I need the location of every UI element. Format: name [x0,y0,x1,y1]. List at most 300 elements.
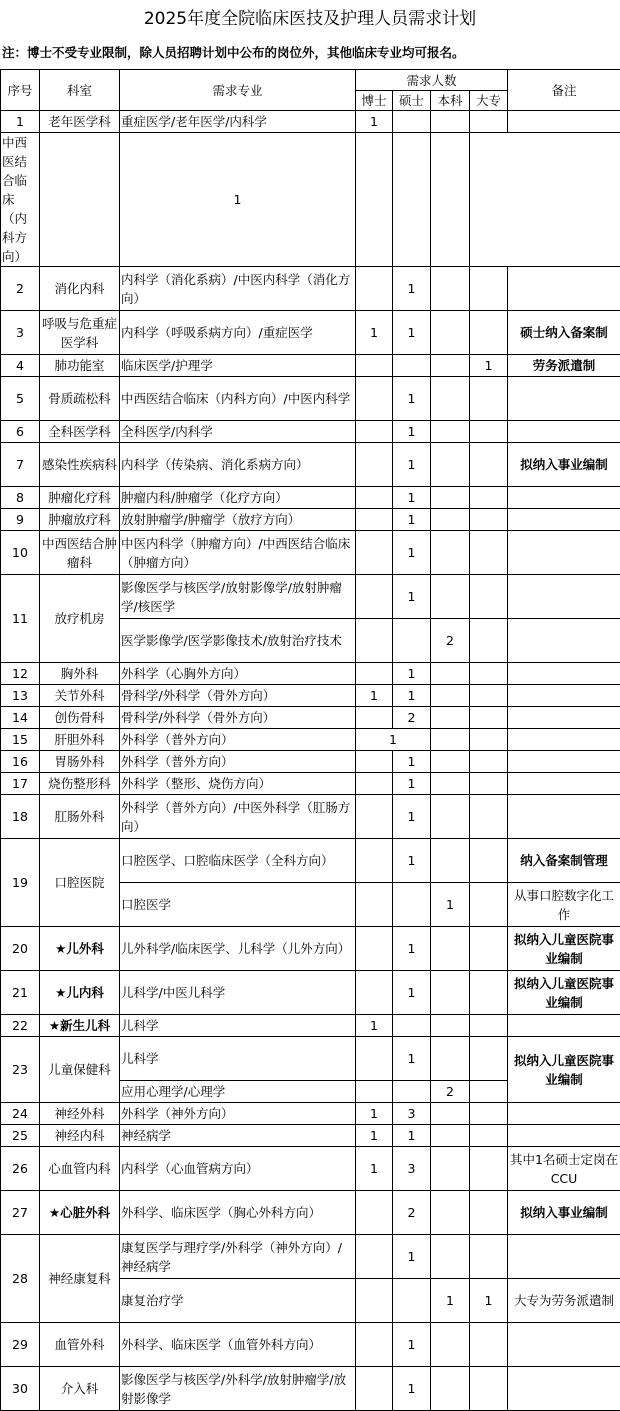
cell-college [470,1191,508,1235]
cell-remark [431,133,470,267]
cell-seq: 14 [1,707,40,729]
cell-dept: 肛肠外科 [40,795,120,839]
cell-major: 内科学（呼吸系病方向）/重症医学 [120,311,356,355]
table-row [1,311,620,355]
cell-seq: 19 [1,839,40,927]
cell-college [470,377,508,421]
cell-major: 外科学（神外方向） [120,1103,356,1125]
cell-remark: 拟纳入儿童医院事业编制 [508,927,620,971]
cell-seq: 2 [1,267,40,311]
table-row [1,1323,620,1367]
cell-college [470,751,508,773]
table-body [1,111,620,1411]
cell-dept: 神经康复科 [40,1235,120,1323]
cell-phd: 1 [356,111,393,133]
cell-seq: 13 [1,685,40,707]
header-bachelor: 本科 [431,91,470,111]
cell-phd [356,883,393,927]
cell-major: 口腔医学 [120,883,356,927]
cell-dept: 消化内科 [40,267,120,311]
cell-college [470,111,508,133]
cell-phd [356,443,393,487]
cell-major: 影像医学与核医学/放射影像学/放射肿瘤学/核医学 [120,575,356,619]
cell-college [470,707,508,729]
cell-bachelor [431,487,470,509]
cell-dept: 肿瘤化疗科 [40,487,120,509]
cell-college [470,1037,508,1081]
cell-dept: 感染性疾病科 [40,443,120,487]
cell-bachelor [431,377,470,421]
table-row [1,1191,620,1235]
cell-master: 1 [393,773,431,795]
cell-dept: 神经内科 [40,1125,120,1147]
table-row [1,707,620,729]
cell-remark: 拟纳入儿童医院事业编制 [508,1037,620,1103]
cell-master [393,1015,431,1037]
cell-master: 1 [393,531,431,575]
cell-remark [508,1125,620,1147]
cell-college [470,1147,508,1191]
cell-college [470,1235,508,1279]
cell-seq: 7 [1,443,40,487]
cell-bachelor [431,1037,470,1081]
cell-master: 1 [393,839,431,883]
cell-major: 应用心理学/心理学 [120,1081,356,1103]
cell-phd: 1 [356,311,393,355]
cell-remark [508,707,620,729]
cell-major: 医学影像学/医学影像技术/放射治疗技术 [120,619,356,663]
cell-phd [356,839,393,883]
cell-phd [356,377,393,421]
cell-seq: 8 [1,487,40,509]
cell-dept: 烧伤整形科 [40,773,120,795]
cell-dept: ★心脏外科 [40,1191,120,1235]
cell-major: 外科学、临床医学（胸心外科方向） [120,1191,356,1235]
cell-college [470,443,508,487]
table-row [1,751,620,773]
cell-master: 1 [393,971,431,1015]
cell-master: 1 [393,751,431,773]
cell-remark [508,531,620,575]
table-row [1,1037,620,1081]
cell-major: 重症医学/老年医学/内科学 [120,111,356,133]
cell-phd [356,509,393,531]
cell-college [470,1081,508,1103]
cell-college [470,531,508,575]
cell-seq: 5 [1,377,40,421]
table-row [1,1125,620,1147]
table-row [1,133,620,267]
cell-master: 1 [393,377,431,421]
cell-major: 康复医学与理疗学/外科学（神外方向）/神经病学 [120,1235,356,1279]
table-row [1,663,620,685]
table-row [1,1367,620,1411]
cell-college [470,619,508,663]
cell-bachelor [431,729,470,751]
cell-college [470,1125,508,1147]
cell-dept: 胸外科 [40,663,120,685]
cell-phd [356,1367,393,1411]
cell-remark [508,795,620,839]
table-row [1,971,620,1015]
cell-major: 内科学（消化系病）/中医内科学（消化方向） [120,267,356,311]
cell-master: 1 [393,421,431,443]
cell-dept: 呼吸与危重症医学科 [40,311,120,355]
cell-college [470,311,508,355]
cell-bachelor: 1 [431,883,470,927]
cell-master [393,1279,431,1323]
cell-phd [356,971,393,1015]
cell-dept: 口腔医院 [40,839,120,927]
cell-phd [356,1279,393,1323]
cell-remark: 拟纳入事业编制 [508,443,620,487]
cell-college [470,927,508,971]
cell-seq: 10 [1,531,40,575]
cell-college [470,795,508,839]
cell-college [470,1015,508,1037]
cell-phd [356,1235,393,1279]
cell-major: 儿外科学/临床医学、儿科学（儿外方向） [120,927,356,971]
cell-college [470,729,508,751]
cell-major: 中西医结合临床（内科方向）/中医内科学 [120,377,356,421]
cell-major: 口腔医学、口腔临床医学（全科方向） [120,839,356,883]
cell-bachelor [431,267,470,311]
cell-college [470,421,508,443]
cell-master: 1 [393,311,431,355]
table-row [1,267,620,311]
cell-phd: 1 [356,1125,393,1147]
cell-remark: 硕士纳入备案制 [508,311,620,355]
cell-remark: 拟纳入儿童医院事业编制 [508,971,620,1015]
cell-bachelor [431,575,470,619]
cell-master: 1 [393,927,431,971]
cell-dept: 胃肠外科 [40,751,120,773]
header-major: 需求专业 [120,70,356,111]
cell-major: 全科医学/内科学 [120,421,356,443]
cell-major: 中医内科学（肿瘤方向）/中西医结合临床（肿瘤方向） [120,531,356,575]
cell-dept: 肺功能室 [40,355,120,377]
cell-phd [356,1323,393,1367]
table-row [1,443,620,487]
cell-college [470,663,508,685]
cell-master: 1 [393,795,431,839]
table-row [1,795,620,839]
cell-bachelor [431,421,470,443]
cell-major: 外科学（整形、烧伤方向） [120,773,356,795]
cell-major: 内科学（心血管病方向） [120,1147,356,1191]
header-phd: 博士 [356,91,393,111]
cell-major: 外科学、临床医学（血管外科方向） [120,1323,356,1367]
cell-bachelor [431,1323,470,1367]
cell-bachelor [431,1147,470,1191]
cell-bachelor [431,1235,470,1279]
cell-remark [508,1103,620,1125]
cell-master: 1 [393,1367,431,1411]
cell-seq: 29 [1,1323,40,1367]
cell-dept: 创伤骨科 [40,707,120,729]
cell-master [393,1081,431,1103]
cell-remark [508,509,620,531]
cell-major: 神经病学 [120,1125,356,1147]
cell-college [470,267,508,311]
cell-phd [356,575,393,619]
cell-college [470,509,508,531]
cell-remark: 纳入备案制管理 [508,839,620,883]
table-row [1,421,620,443]
cell-phd: 1 [356,1147,393,1191]
cell-college [470,773,508,795]
cell-dept: 关节外科 [40,685,120,707]
cell-seq: 3 [1,311,40,355]
cell-seq: 28 [1,1235,40,1323]
cell-college [470,839,508,883]
header-seq: 序号 [1,70,40,111]
cell-major: 儿科学/中医儿科学 [120,971,356,1015]
cell-major: 康复治疗学 [120,1279,356,1323]
cell-dept: ★儿内科 [40,971,120,1015]
cell-master: 1 [393,1235,431,1279]
cell-seq: 27 [1,1191,40,1235]
cell-remark [508,421,620,443]
cell-bachelor [431,685,470,707]
cell-dept: 儿童保健科 [40,1037,120,1103]
cell-dept: 心血管内科 [40,1147,120,1191]
cell-master: 2 [393,707,431,729]
cell-college [470,685,508,707]
cell-bachelor [431,663,470,685]
cell-major: 儿科学 [120,1015,356,1037]
cell-bachelor [356,133,393,267]
cell-bachelor [431,971,470,1015]
cell-phd [356,773,393,795]
cell-dept: 老年医学科 [40,111,120,133]
cell-dept: 血管外科 [40,1323,120,1367]
cell-master: 1 [393,509,431,531]
cell-remark [508,377,620,421]
cell-phd-master: 1 [356,729,431,751]
cell-seq: 25 [1,1125,40,1147]
table-row [1,1103,620,1125]
cell-major: 肿瘤内科/肿瘤学（化疗方向） [120,487,356,509]
cell-major: 临床医学/护理学 [120,355,356,377]
cell-bachelor [431,773,470,795]
cell-phd [356,927,393,971]
table-row [1,575,620,619]
cell-major: 内科学（传染病、消化系病方向） [120,443,356,487]
cell-master: 1 [393,267,431,311]
table-row [1,773,620,795]
cell-seq: 17 [1,773,40,795]
cell-college [470,1323,508,1367]
cell-phd [356,1037,393,1081]
cell-phd [356,355,393,377]
cell-dept: 介入科 [40,1367,120,1411]
table-row [1,729,620,751]
cell-bachelor [431,1015,470,1037]
cell-seq: 9 [1,509,40,531]
table-row [1,927,620,971]
cell-seq: 11 [1,575,40,663]
cell-master: 3 [393,1147,431,1191]
table-row [1,531,620,575]
cell-master: 1 [393,1323,431,1367]
cell-bachelor [431,1367,470,1411]
page-title: 2025年度全院临床医技及护理人员需求计划 [0,0,620,38]
cell-master: 1 [393,663,431,685]
cell-remark [508,685,620,707]
table-row [1,839,620,883]
cell-dept: 全科医学科 [40,421,120,443]
cell-seq: 26 [1,1147,40,1191]
cell-remark [508,487,620,509]
notice-text: 注：博士不受专业限制，除人员招聘计划中公布的岗位外，其他临床专业均可报名。 [0,38,620,68]
cell-major: 放射肿瘤学/肿瘤学（放疗方向） [120,509,356,531]
cell-seq: 23 [1,1037,40,1103]
cell-bachelor [431,111,470,133]
cell-phd [356,1191,393,1235]
cell-master [393,355,431,377]
cell-bachelor [431,839,470,883]
demand-table [0,69,620,1411]
cell-dept: 放疗机房 [40,575,120,663]
cell-seq: 18 [1,795,40,839]
cell-remark: 大专为劳务派遣制 [508,1279,620,1323]
cell-college: 1 [470,1279,508,1323]
cell-remark: 劳务派遣制 [508,355,620,377]
cell-dept: 神经外科 [40,1103,120,1125]
cell-seq: 24 [1,1103,40,1125]
table-row [1,1015,620,1037]
cell-remark [508,1015,620,1037]
cell-seq: 22 [1,1015,40,1037]
cell-seq: 12 [1,663,40,685]
table-row [1,1147,620,1191]
cell-college [470,971,508,1015]
cell-dept: 骨质疏松科 [40,377,120,421]
cell-master: 1 [393,487,431,509]
cell-phd: 1 [356,1103,393,1125]
cell-seq: 21 [1,971,40,1015]
cell-phd [356,1081,393,1103]
cell-bachelor [431,751,470,773]
cell-seq: 6 [1,421,40,443]
cell-bachelor [431,1103,470,1125]
cell-bachelor [431,1125,470,1147]
cell-bachelor [431,355,470,377]
table-row [1,111,620,133]
cell-phd [356,795,393,839]
cell-bachelor [431,795,470,839]
cell-remark [508,663,620,685]
header-demand: 需求人数 [356,70,508,91]
cell-master: 1 [393,1125,431,1147]
cell-remark [508,1323,620,1367]
cell-dept: 肿瘤放疗科 [40,509,120,531]
cell-major: 儿科学 [120,1037,356,1081]
cell-college [393,133,431,267]
cell-phd [356,751,393,773]
cell-remark: 其中1名硕士定岗在CCU [508,1147,620,1191]
cell-phd [356,619,393,663]
cell-dept: ★儿外科 [40,927,120,971]
cell-major: 外科学（普外方向） [120,729,356,751]
cell-major: 骨科学/外科学（骨外方向） [120,707,356,729]
cell-phd [356,421,393,443]
cell-bachelor [431,927,470,971]
cell-remark [508,1367,620,1411]
cell-master: 1 [120,133,356,267]
cell-college [470,1103,508,1125]
cell-master: 3 [393,1103,431,1125]
header-college: 大专 [470,91,508,111]
cell-major: 影像医学与核医学/外科学/放射肿瘤学/放射影像学 [120,1367,356,1411]
cell-major: 骨科学/外科学（骨外方向） [120,685,356,707]
cell-bachelor: 2 [431,619,470,663]
cell-bachelor [431,443,470,487]
cell-college [470,575,508,619]
cell-bachelor: 1 [431,1279,470,1323]
cell-remark [508,267,620,311]
cell-master [393,619,431,663]
cell-seq: 1 [1,111,40,133]
cell-college [470,1367,508,1411]
cell-bachelor [431,311,470,355]
cell-remark [508,111,620,133]
cell-remark: 拟纳入事业编制 [508,1191,620,1235]
cell-bachelor [431,509,470,531]
header-dept: 科室 [40,70,120,111]
cell-remark [508,1235,620,1279]
cell-remark [508,729,620,751]
cell-remark: 从事口腔数字化工作 [508,883,620,927]
cell-major: 外科学（普外方向） [120,751,356,773]
cell-phd [356,267,393,311]
cell-phd: 1 [356,685,393,707]
cell-master: 1 [393,575,431,619]
cell-remark [508,619,620,663]
header-remark: 备注 [508,70,620,111]
cell-dept: ★新生儿科 [40,1015,120,1037]
cell-remark [508,575,620,619]
cell-major: 外科学（普外方向）/中医外科学（肛肠方向） [120,795,356,839]
cell-phd [356,663,393,685]
cell-college [470,487,508,509]
cell-dept: 中西医结合肿瘤科 [40,531,120,575]
table-row [1,377,620,421]
cell-phd [356,487,393,509]
cell-bachelor [431,1191,470,1235]
cell-seq: 4 [1,355,40,377]
cell-phd: 1 [356,1015,393,1037]
cell-remark [508,773,620,795]
table-row [1,509,620,531]
cell-master [393,111,431,133]
cell-master: 1 [393,685,431,707]
cell-bachelor [431,707,470,729]
cell-major: 外科学（心胸外方向） [120,663,356,685]
cell-master: 1 [393,1037,431,1081]
cell-dept: 肝胆外科 [40,729,120,751]
cell-master: 2 [393,1191,431,1235]
cell-major: 中西医结合临床（内科方向） [1,133,40,267]
cell-college [470,883,508,927]
table-row [1,355,620,377]
cell-seq: 16 [1,751,40,773]
cell-phd [40,133,120,267]
cell-seq: 15 [1,729,40,751]
cell-college: 1 [470,355,508,377]
cell-remark [508,751,620,773]
